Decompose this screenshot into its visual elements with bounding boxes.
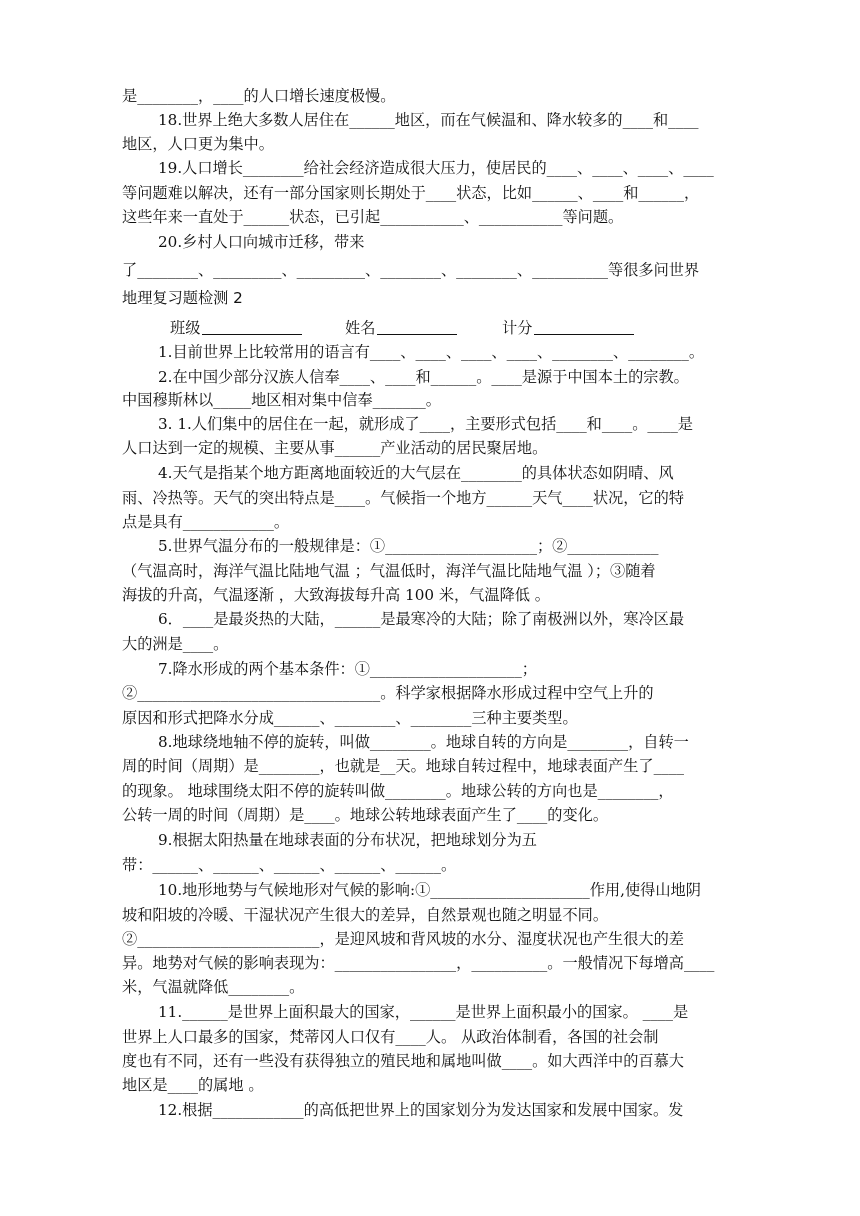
text-line: 周的时间（周期）是________，也就是__天。地球自转过程中，地球表面产生了____: [122, 757, 684, 775]
text-line: 2.在中国少部分汉族人信奉____、____和______。____是源于中国本土的宗教。: [158, 368, 689, 386]
text-line: 带：______、______、______、______、______。: [122, 856, 457, 874]
text-line: 20.乡村人口向城市迁移，带来: [158, 233, 365, 251]
text-line: 原因和形式把降水分成______、________、________三种主要类型。: [122, 709, 578, 727]
text-line: 海拔的升高，气温逐渐 ，大致海拔每升高 100 米，气温降低 。: [122, 586, 550, 604]
text-line: 点是具有____________。: [122, 513, 290, 531]
text-line: ②________________________________。科学家根据降水形成过程中空气上升的: [122, 684, 654, 702]
text-line: 的现象。 地球围绕太阳不停的旋转叫做________。地球公转的方向也是________，: [122, 782, 674, 800]
text-line: 公转一周的时间（周期）是____。地球公转地球表面产生了____的变化。: [122, 806, 608, 824]
text-line: （气温高时，海洋气温比陆地气温 ；气温低时，海洋气温比陆地气温 ）；③随着: [122, 562, 656, 580]
text-line: 这些年来一直处于______状态，已引起___________、___________等问题。: [122, 208, 624, 226]
text-line: 地区是____的属地 。: [122, 1076, 264, 1094]
text-line: 米，气温就降低________。: [122, 978, 305, 996]
name-label: 姓名: [345, 319, 376, 337]
section-title: 地理复习题检测 2: [122, 289, 243, 307]
score-field: [502, 318, 634, 338]
text-line: 9.根据太阳热量在地球表面的分布状况，把地球划分为五: [158, 831, 537, 849]
name-blank: [377, 319, 457, 335]
text-line: 1.目前世界上比较常用的语言有____、____、____、____、________、________。: [158, 343, 705, 361]
text-line: 中国穆斯林以_____地区相对集中信奉_______。: [122, 391, 441, 409]
class-label: 班级: [170, 319, 201, 337]
text-line: 雨、冷热等。天气的突出特点是____。气候指一个地方______天气____状况，它的特: [122, 489, 684, 507]
text-line: 了________、_________、_________、________、________、__________等很多问世界: [122, 261, 700, 279]
text-line: 3. 1.人们集中的居住在一起，就形成了____，主要形式包括____和____。____是: [158, 415, 693, 433]
text-line: 8.地球绕地轴不停的旋转，叫做________。地球自转的方向是________，自转一: [158, 733, 689, 751]
text-line: 异。地势对气候的影响表现为：________________，__________。一般情况下每增高____: [122, 954, 715, 972]
class-field: [170, 318, 302, 338]
text-line: 18.世界上绝大多数人居住在______地区，而在气候温和、降水较多的____和____: [158, 111, 699, 129]
text-line: 11.______是世界上面积最大的国家，______是世界上面积最小的国家。 ____是: [158, 1003, 689, 1021]
text-line: 等问题难以解决，还有一部分国家则长期处于____状态，比如______、____和______，: [122, 184, 700, 202]
score-label: 计分: [502, 319, 533, 337]
class-blank: [202, 319, 302, 335]
text-line: 4.天气是指某个地方距离地面较近的大气层在________的具体状态如阴晴、风: [158, 464, 674, 482]
text-line: 坡和阳坡的冷暖、干湿状况产生很大的差异，自然景观也随之明显不同。: [122, 906, 608, 924]
text-line: 7.降水形成的两个基本条件：①____________________；: [158, 660, 537, 678]
name-field: [345, 318, 457, 338]
text-line: ②________________________，是迎风坡和背风坡的水分、湿度状况也产生很大的差: [122, 930, 684, 948]
text-line: 19.人口增长________给社会经济造成很大压力，使居民的____、____、____、____: [158, 159, 714, 177]
text-line: 10.地形地势与气候地形对气候的影响:①_____________________作用,使得山地阴: [158, 881, 701, 899]
text-line: 6．____是最炎热的大陆，______是最寒冷的大陆；除了南极洲以外，寒冷区最: [158, 610, 685, 628]
text-line: 度也有不同，还有一些没有获得独立的殖民地和属地叫做____。如大西洋中的百慕大: [122, 1052, 684, 1070]
score-blank: [534, 319, 634, 335]
text-line: 12.根据____________的高低把世界上的国家划分为发达国家和发展中国家。发: [158, 1101, 684, 1119]
text-line: 大的洲是____。: [122, 635, 229, 653]
text-line: 5.世界气温分布的一般规律是：①____________________；②____________: [158, 537, 659, 555]
text-line: 地区，人口更为集中。: [122, 135, 274, 153]
text-line: 世界上人口最多的国家，梵蒂冈人口仅有____人。 从政治体制看，各国的社会制: [122, 1028, 659, 1046]
text-line: 人口达到一定的规模、主要从事______产业活动的居民聚居地。: [122, 439, 548, 457]
text-line: 是________，____的人口增长速度极慢。: [122, 87, 396, 105]
